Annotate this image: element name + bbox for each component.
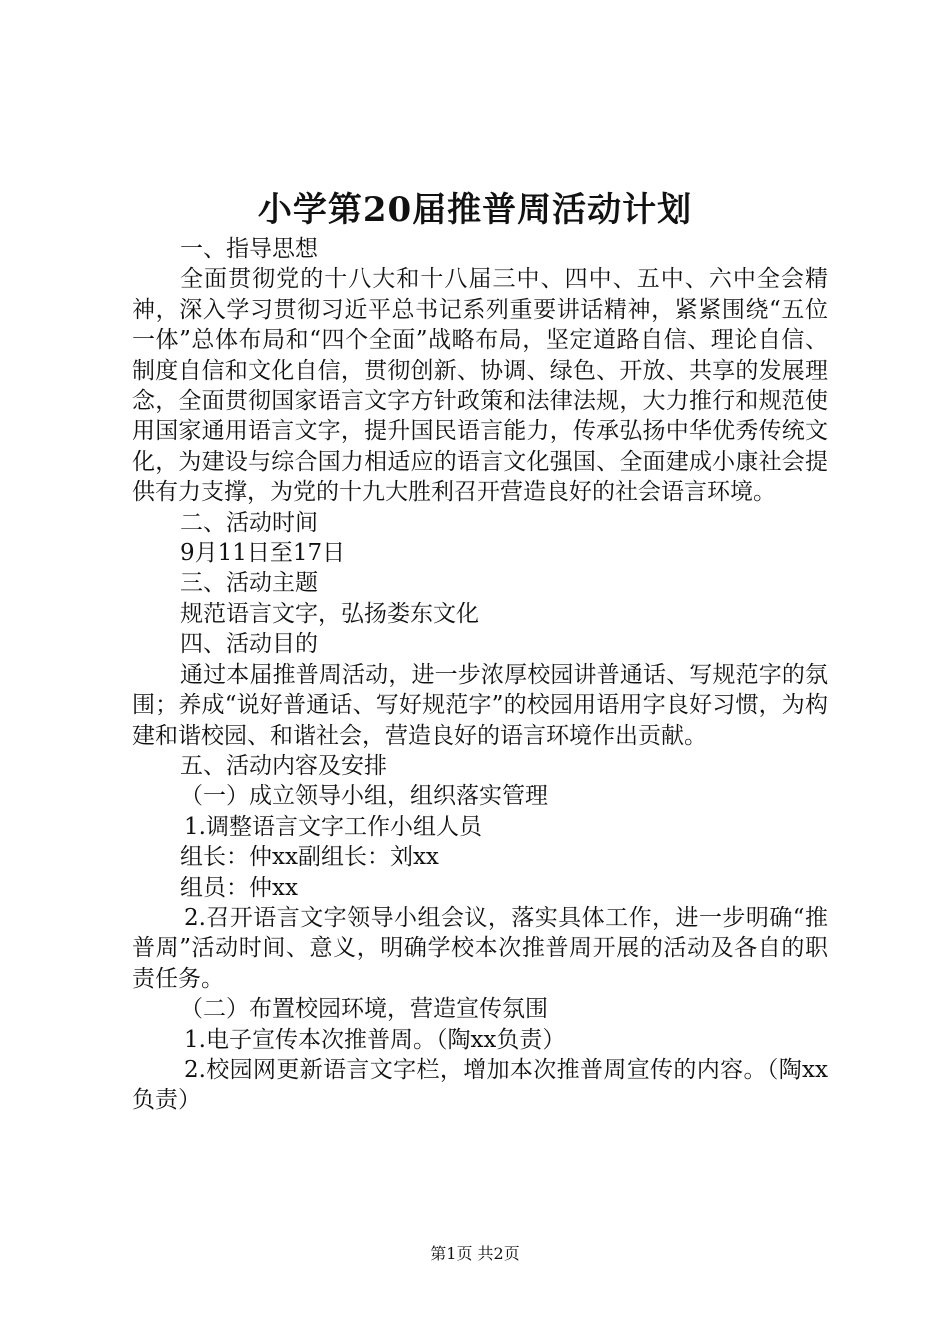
section-heading-activity-content: 五、活动内容及安排	[180, 752, 387, 779]
subsection-heading-leadership-group: （一）成立领导小组，组织落实管理	[180, 783, 548, 810]
list-item-website-update: 2.校园网更新语言文字栏，增加本次推普周宣传的内容。（陶xx负责）	[132, 1056, 828, 1114]
list-item-electronic-publicity: 1.电子宣传本次推普周。（陶xx负责）	[184, 1026, 566, 1053]
section-heading-guiding-ideology: 一、指导思想	[180, 236, 318, 262]
paragraph-group-members: 组员：仲xx	[180, 874, 298, 901]
paragraph-activity-purpose: 通过本届推普周活动，进一步浓厚校园讲普通话、写规范字的氛围；养成“说好普通话、写好规范字”的校园用语用字良好习惯，为构建和谐校园、和谐社会，营造良好的语言环境作出贡献。	[132, 661, 828, 749]
paragraph-guiding-ideology: 全面贯彻党的十八大和十八届三中、四中、五中、六中全会精神，深入学习贯彻习近平总书记系列重要讲话精神，紧紧围绕“五位一体”总体布局和“四个全面”战略布局，坚定道路自信、理论自信、制度自信和文化自信，贯彻创新、协调、绿色、开放、共享的发展理念，全面贯彻国家语言文字方针政策和法律法规，大力推行和规范使用国家通用语言文字，提升国民语言能力，传承弘扬中华优秀传统文化，为建设与综合国力相适应的语言文化强国、全面建成小康社会提供有力支撑，为党的十九大胜利召开营造良好的社会语言环境。	[132, 266, 828, 506]
section-heading-activity-purpose: 四、活动目的	[180, 631, 318, 658]
subsection-heading-campus-environment: （二）布置校园环境，营造宣传氛围	[180, 996, 548, 1023]
list-item-adjust-staff: 1.调整语言文字工作小组人员	[184, 813, 482, 840]
paragraph-activity-time: 9月11日至17日	[180, 540, 346, 567]
document-title: 小学第20届推普周活动计划	[257, 190, 693, 230]
section-heading-activity-theme: 三、活动主题	[180, 570, 318, 597]
paragraph-group-leaders: 组长：仲xx副组长：刘xx	[180, 844, 439, 871]
page-number-footer: 第1页 共2页	[430, 1244, 520, 1263]
paragraph-activity-theme: 规范语言文字，弘扬娄东文化	[180, 600, 479, 627]
list-item-hold-meeting: 2.召开语言文字领导小组会议，落实具体工作，进一步明确“推普周”活动时间、意义，明确学校本次推普周开展的活动及各自的职责任务。	[132, 904, 828, 992]
section-heading-activity-time: 二、活动时间	[180, 509, 318, 536]
document-body	[132, 234, 828, 1116]
